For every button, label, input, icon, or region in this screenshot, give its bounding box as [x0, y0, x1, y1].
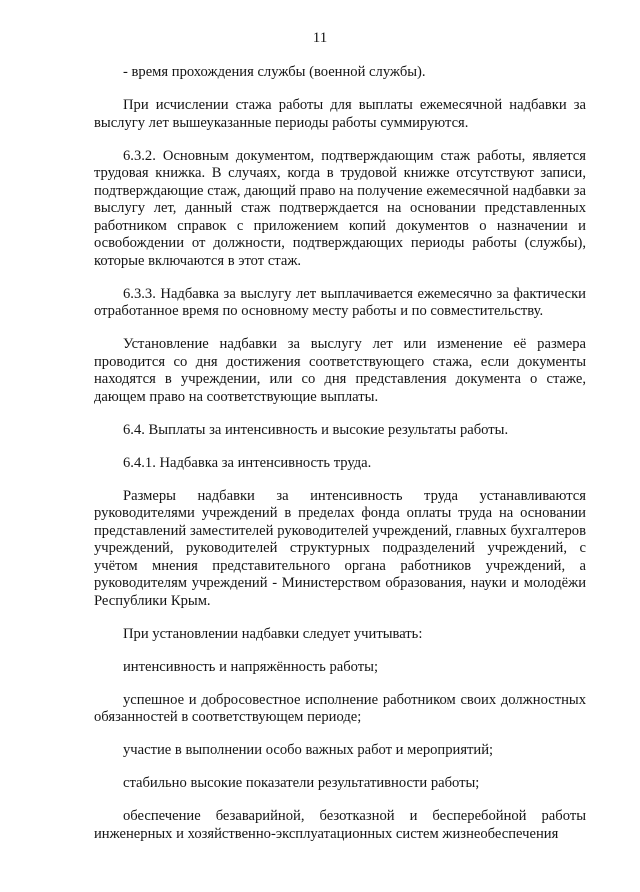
- list-item-systems-operation: обеспечение безаварийной, безотказной и бесперебойной работы инженерных и хозяйственно-эксплуатационных систем жизнеобеспечения: [94, 808, 586, 842]
- paragraph-stazh-summation: При исчислении стажа работы для выплаты ежемесячной надбавки за выслугу лет вышеуказанные периоды работы суммируются.: [94, 97, 586, 131]
- paragraph-service-period: - время прохождения службы (военной службы).: [123, 64, 426, 80]
- list-item-intensity: интенсивность и напряжённость работы;: [123, 658, 379, 675]
- paragraph-6-4-heading: 6.4. Выплаты за интенсивность и высокие результаты работы.: [123, 421, 509, 438]
- paragraph-6-4-1-heading: 6.4.1. Надбавка за интенсивность труда.: [123, 454, 372, 471]
- document-body: [94, 64, 586, 843]
- paragraph-bonus-establishment: Установление надбавки за выслугу лет или изменение её размера проводится со дня достижения соответствующего стажа, если документы находятся в учреждении, или со дня представления документа о стаже, дающем право на соответствующие выплаты.: [94, 336, 586, 405]
- list-item-diligent-performance: успешное и добросовестное исполнение работником своих должностных обязанностей в соответствующем периоде;: [94, 691, 586, 725]
- paragraph-intensity-bonus-amounts: Размеры надбавки за интенсивность труда устанавливаются руководителями учреждений в пределах фонда оплаты труда на основании представлений заместителей руководителей учреждений, главных бухгалтеров учреждений, руководителей структурных подразделений учреждений, с учётом мнения представительного органа работников учреждений, а руководителям учреждений - Министерством образования, науки и молодёжи Республики Крым.: [94, 487, 586, 609]
- page-number: 11: [312, 30, 328, 46]
- paragraph-6-3-2: 6.3.2. Основным документом, подтверждающим стаж работы, является трудовая книжка. В случаях, когда в трудовой книжке отсутствуют записи, подтверждающие стаж, дающий право на получение ежемесячной надбавки за выслугу лет, данный стаж подтверждается на основании представленных работником справок с приложением копий документов о назначении и освобождении от должности, подтверждающих периоды работы (службы), которые включаются в этот стаж.: [94, 147, 586, 269]
- list-item-important-work: участие в выполнении особо важных работ и мероприятий;: [123, 742, 494, 758]
- paragraph-consider-intro: При установлении надбавки следует учитывать:: [123, 625, 423, 642]
- paragraph-6-3-3: 6.3.3. Надбавка за выслугу лет выплачивается ежемесячно за фактически отработанное время по основному месту работы и по совместительству.: [94, 285, 586, 319]
- list-item-high-performance: стабильно высокие показатели результативности работы;: [123, 775, 480, 791]
